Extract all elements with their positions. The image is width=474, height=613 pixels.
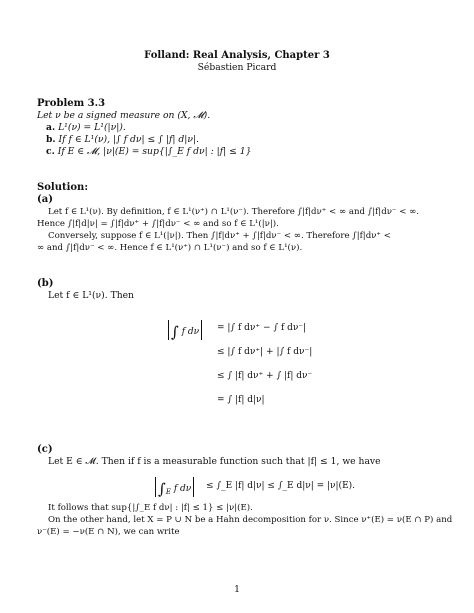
part-c-other-line-1: On the other hand, let X = P ∪ N be a Hahn decomposition for ν. Since ν⁺(E) = ν(E ∩ P) and (48, 515, 453, 525)
problem-item-c (46, 146, 251, 158)
item-label: c. (46, 146, 55, 157)
part-c-intro: Let E ∈ 𝓜. Then if f is a measurable function such that |f| ≤ 1, we have (48, 456, 381, 467)
part-c-eq-lhs: $\int_E$ f dν (153, 477, 196, 497)
part-b-eq-lhs: ∫ f dν (166, 320, 204, 340)
part-b-label: (b) (37, 278, 54, 289)
part-a-line-4: ∞ and ∫|f|dν⁻ < ∞. Hence f ∈ L¹(ν⁺) ∩ L¹(ν⁻) and so f ∈ L¹(ν). (37, 243, 303, 253)
part-b-eq-line-2: ≤ |∫ f dν⁺| + |∫ f dν⁻| (217, 347, 313, 357)
problem-statement: Let ν be a signed measure on (X, 𝓜). (37, 110, 211, 121)
solution-heading: Solution: (37, 182, 89, 193)
part-b-eq-line-4: = ∫ |f| d|ν| (217, 395, 265, 405)
item-label: a. (46, 122, 56, 133)
part-c-equation: ≤ ∫_E |f| d|ν| ≤ ∫_E d|ν| = |ν|(E). (206, 481, 356, 491)
part-b-eq-line-1: = |∫ f dν⁺ − ∫ f dν⁻| (217, 323, 307, 333)
document-author: Sébastien Picard (197, 62, 277, 73)
part-b-eq-lhs-text: f dν (181, 327, 200, 337)
part-c-eq-lhs-text: f dν (173, 484, 192, 494)
problem-item-a (46, 122, 126, 134)
problem-heading: Problem 3.3 (37, 98, 106, 109)
part-c-label: (c) (37, 444, 53, 455)
part-b-intro: Let f ∈ L¹(ν). Then (48, 290, 134, 301)
item-text: If E ∈ 𝓜, |ν|(E) = sup{|∫_E f dν| : |f| ≤ 1} (57, 146, 252, 157)
part-a-label: (a) (37, 194, 53, 205)
part-a-line-1: Let f ∈ L¹(ν). By definition, f ∈ L¹(ν⁺) ∩ L¹(ν⁻). Therefore ∫|f|dν⁺ < ∞ and ∫|f|dν⁻ < ∞. (48, 207, 420, 217)
item-text: L¹(ν) = L¹(|ν|). (58, 122, 126, 133)
item-text: If f ∈ L¹(ν), |∫ f dν| ≤ ∫ |f| d|ν|. (58, 134, 199, 145)
part-a-line-3: Conversely, suppose f ∈ L¹(|ν|). Then ∫|f|dν⁺ + ∫|f|dν⁻ < ∞. Therefore ∫|f|dν⁺ < (48, 231, 391, 241)
part-c-other-line-2: ν⁻(E) = −ν(E ∩ N), we can write (37, 527, 180, 537)
item-label: b. (46, 134, 56, 145)
part-b-eq-line-3: ≤ ∫ |f| dν⁺ + ∫ |f| dν⁻ (217, 371, 313, 381)
document-title: Folland: Real Analysis, Chapter 3 (144, 50, 330, 61)
part-c-follow: It follows that sup{|∫_E f dν| : |f| ≤ 1} ≤ |ν|(E). (48, 503, 253, 513)
problem-item-b (46, 134, 199, 146)
page-number: 1 (234, 584, 240, 595)
part-a-line-2: Hence ∫|f|d|ν| = ∫|f|dν⁺ + ∫|f|dν⁻ < ∞ and so f ∈ L¹(|ν|). (37, 219, 279, 229)
